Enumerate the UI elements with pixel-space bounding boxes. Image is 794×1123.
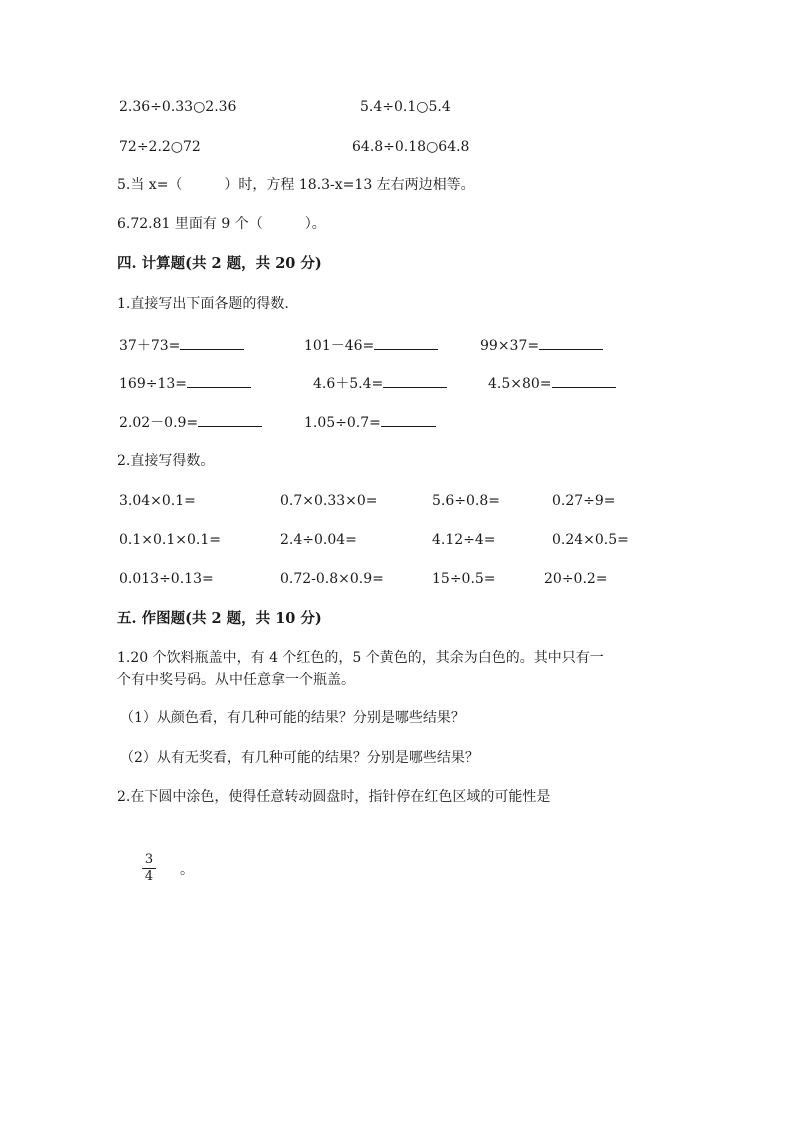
answer-blank[interactable] [180,335,244,350]
answer-blank[interactable] [374,335,438,350]
compare-item: 5.4÷0.1○5.4 [360,99,451,115]
section-5-question-2: 2.在下圆中涂色，使得任意转动圆盘时，指针停在红色区域的可能性是 [117,789,551,805]
mental-item: 4.12÷4= [432,532,496,548]
fraction-denominator: 4 [144,869,154,884]
section-5-sub-question-2: （2）从有无奖看，有几种可能的结果？分别是哪些结果？ [120,750,479,766]
section-4-question-1-title: 1.直接写出下面各题的得数. [117,296,289,312]
section-4-heading: 四. 计算题(共 2 题，共 20 分) [117,255,322,272]
mental-item: 3.04×0.1= [119,493,196,509]
mental-item: 0.72-0.8×0.9= [280,571,384,587]
mental-item: 20÷0.2= [544,571,608,587]
mental-item: 0.27÷9= [552,493,616,509]
calc-item: 4.5×80= [488,373,616,394]
calc-item: 1.05÷0.7= [304,412,436,433]
calc-item: 37＋73= [119,335,244,356]
section-4-question-2-title: 2.直接写得数。 [117,453,215,469]
compare-item: 72÷2.2○72 [119,139,201,155]
fraction-numerator: 3 [144,852,154,867]
mental-item: 2.4÷0.04= [280,532,357,548]
period-mark: 。 [180,862,194,878]
section-5-sub-question-1: （1）从颜色看，有几种可能的结果？分别是哪些结果？ [120,710,465,726]
calc-item: 4.6＋5.4= [313,373,447,394]
mental-item: 0.013÷0.13= [119,571,214,587]
question-6: 6.72.81 里面有 9 个（ ）。 [117,216,326,232]
answer-blank[interactable] [383,373,447,388]
answer-blank[interactable] [198,412,262,427]
mental-item: 0.1×0.1×0.1= [119,532,221,548]
answer-blank[interactable] [539,335,603,350]
answer-blank[interactable] [381,412,436,427]
mental-item: 5.6÷0.8= [432,493,500,509]
section-5-question-1-line-1: 1.20 个饮料瓶盖中，有 4 个红色的，5 个黄色的，其余为白色的。其中只有一 [117,650,604,666]
calc-item: 99×37= [480,335,603,356]
section-5-heading: 五. 作图题(共 2 题，共 10 分) [117,610,322,627]
answer-blank[interactable] [552,373,616,388]
section-5-question-1-line-2: 个有中奖号码。从中任意拿一个瓶盖。 [117,672,355,688]
fraction-three-quarters [142,853,156,884]
calc-item: 2.02－0.9= [119,412,262,433]
answer-blank[interactable] [187,373,251,388]
question-5: 5.当 x=（ ）时，方程 18.3-x=13 左右两边相等。 [117,177,475,193]
calc-item: 101－46= [304,335,438,356]
calc-item: 169÷13= [119,373,251,394]
compare-item: 2.36÷0.33○2.36 [119,99,237,115]
mental-item: 15÷0.5= [432,571,496,587]
compare-item: 64.8÷0.18○64.8 [352,139,470,155]
mental-item: 0.24×0.5= [552,532,629,548]
mental-item: 0.7×0.33×0= [280,493,378,509]
